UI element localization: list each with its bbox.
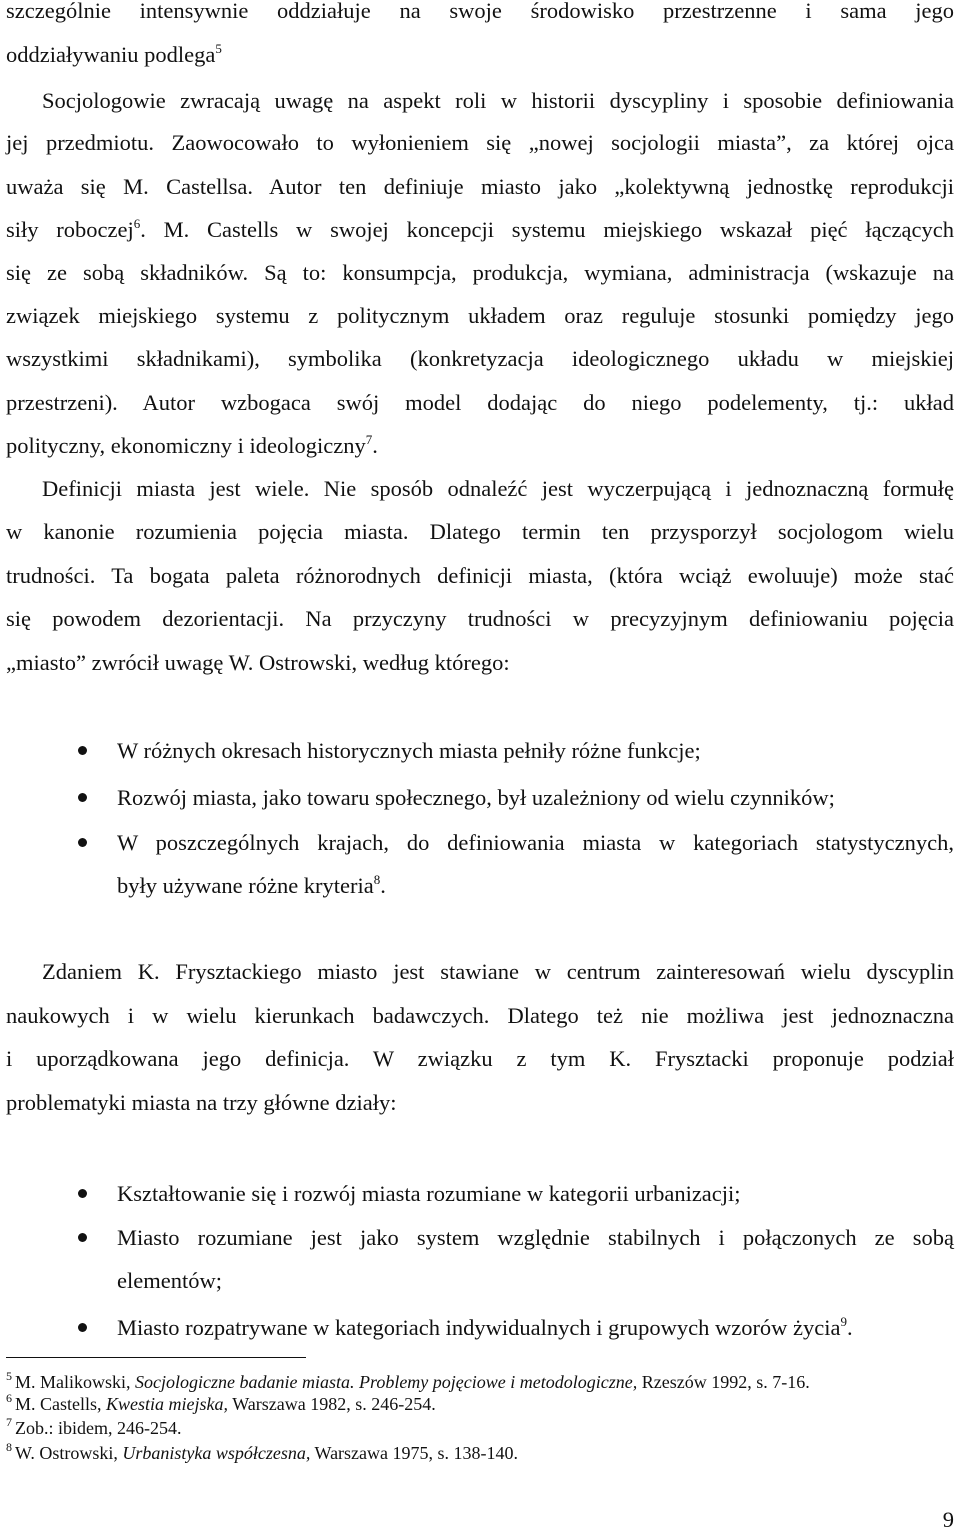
footnote-number: 6	[6, 1391, 12, 1405]
footnote-number: 8	[6, 1440, 12, 1454]
footnote-number: 7	[6, 1415, 12, 1429]
page-number: 9	[942, 1507, 954, 1532]
footnote-title: Socjologiczne badanie miasta. Problemy pojęciowe i metodologiczne,	[135, 1372, 638, 1392]
footnote-separator	[6, 1357, 306, 1358]
list-item-continuation: były używane różne kryteria$^8$.	[117, 872, 386, 898]
body-line: związek miejskiego systemu z politycznym układem oraz reguluje stosunki pomiędzy jego	[6, 303, 954, 328]
body-line: trudności. Ta bogata paleta różnorodnych definicji miasta, (która wciąż ewoluuje) może stać	[6, 563, 954, 588]
list-item: Miasto rozpatrywane w kategoriach indywidualnych i grupowych wzorów życia$^9$.	[117, 1314, 853, 1340]
footnote: $^8$ W. Ostrowski, Urbanistyka współczesna, Warszawa 1975, s. 138-140.	[6, 1440, 519, 1463]
footnote: $^7$ Zob.: ibidem, 246-254.	[6, 1415, 182, 1438]
bullet-icon	[78, 1323, 87, 1332]
footnote-title: Kwestia miejska,	[106, 1394, 229, 1414]
bullet-icon	[78, 793, 87, 802]
body-line: Definicji miasta jest wiele. Nie sposób odnaleźć jest wyczerpującą i jednoznaczną formułę	[42, 476, 954, 501]
body-line: Socjologowie zwracają uwagę na aspekt roli w historii dyscypliny i sposobie definiowania	[42, 88, 954, 113]
body-line: jej przedmiotu. Zaowocowało to wyłonieniem się „nowej socjologii miasta”, za której ojca	[6, 130, 954, 155]
body-line: problematyki miasta na trzy główne działy:	[6, 1090, 397, 1115]
footnote-ref[interactable]: 7	[365, 432, 373, 447]
list-item: Kształtowanie się i rozwój miasta rozumiane w kategorii urbanizacji;	[117, 1181, 741, 1206]
list-item: Miasto rozumiane jest jako system względnie stabilnych i połączonych ze sobą	[117, 1225, 954, 1250]
footnote-ref[interactable]: 8	[373, 872, 381, 887]
list-item: W poszczególnych krajach, do definiowania miasta w kategoriach statystycznych,	[117, 830, 954, 855]
body-line: w kanonie rozumienia pojęcia miasta. Dlatego termin ten przysporzył socjologom wielu	[6, 519, 954, 544]
body-line: szczególnie intensywnie oddziałuje na swoje środowisko przestrzenne i sama jego	[6, 0, 954, 23]
body-line: się powodem dezorientacji. Na przyczyny trudności w precyzyjnym definiowaniu pojęcia	[6, 606, 954, 631]
bullet-icon	[78, 1233, 87, 1242]
body-line: polityczny, ekonomiczny i ideologiczny$^7$.	[6, 432, 378, 458]
body-line: siły roboczej$^6$. M. Castells w swojej koncepcji systemu miejskiego wskazał pięć łączących	[6, 216, 954, 242]
body-line: przestrzeni). Autor wzbogaca swój model dodając do niego podelementy, tj.: układ	[6, 390, 954, 415]
footnote-number: 5	[6, 1369, 12, 1383]
footnote: $^5$ M. Malikowski, Socjologiczne badanie miasta. Problemy pojęciowe i metodologiczne, Rzeszów 1992, s. 7-16.	[6, 1369, 810, 1392]
bullet-icon	[78, 838, 87, 847]
body-line: uważa się M. Castellsa. Autor ten definiuje miasto jako „kolektywną jednostkę reprodukcji	[6, 174, 954, 199]
footnote: $^6$ M. Castells, Kwestia miejska, Warszawa 1982, s. 246-254.	[6, 1391, 436, 1414]
bullet-icon	[78, 1189, 87, 1198]
footnote-title: Urbanistyka współczesna,	[122, 1443, 311, 1463]
footnote-ref[interactable]: 6	[133, 216, 141, 231]
list-item-continuation: elementów;	[117, 1268, 222, 1293]
body-line: „miasto” zwrócił uwagę W. Ostrowski, według którego:	[6, 650, 510, 675]
body-line: się ze sobą składników. Są to: konsumpcja, produkcja, wymiana, administracja (wskazuje na	[6, 260, 954, 285]
footnote-ref[interactable]: 9	[840, 1314, 848, 1329]
list-item: Rozwój miasta, jako towaru społecznego, był uzależniony od wielu czynników;	[117, 785, 835, 810]
body-line: naukowych i w wielu kierunkach badawczych. Dlatego też nie możliwa jest jednoznaczna	[6, 1003, 954, 1028]
bullet-icon	[78, 746, 87, 755]
body-line: Zdaniem K. Frysztackiego miasto jest stawiane w centrum zainteresowań wielu dyscyplin	[42, 959, 954, 984]
list-item: W różnych okresach historycznych miasta pełniły różne funkcje;	[117, 738, 701, 763]
body-line: wszystkimi składnikami), symbolika (konkretyzacja ideologicznego układu w miejskiej	[6, 346, 954, 371]
footnote-ref[interactable]: 5	[215, 41, 222, 56]
body-line: i uporządkowana jego definicja. W związku z tym K. Frysztacki proponuje podział	[6, 1046, 954, 1071]
body-line: oddziaływaniu podlega$^5$	[6, 41, 222, 67]
